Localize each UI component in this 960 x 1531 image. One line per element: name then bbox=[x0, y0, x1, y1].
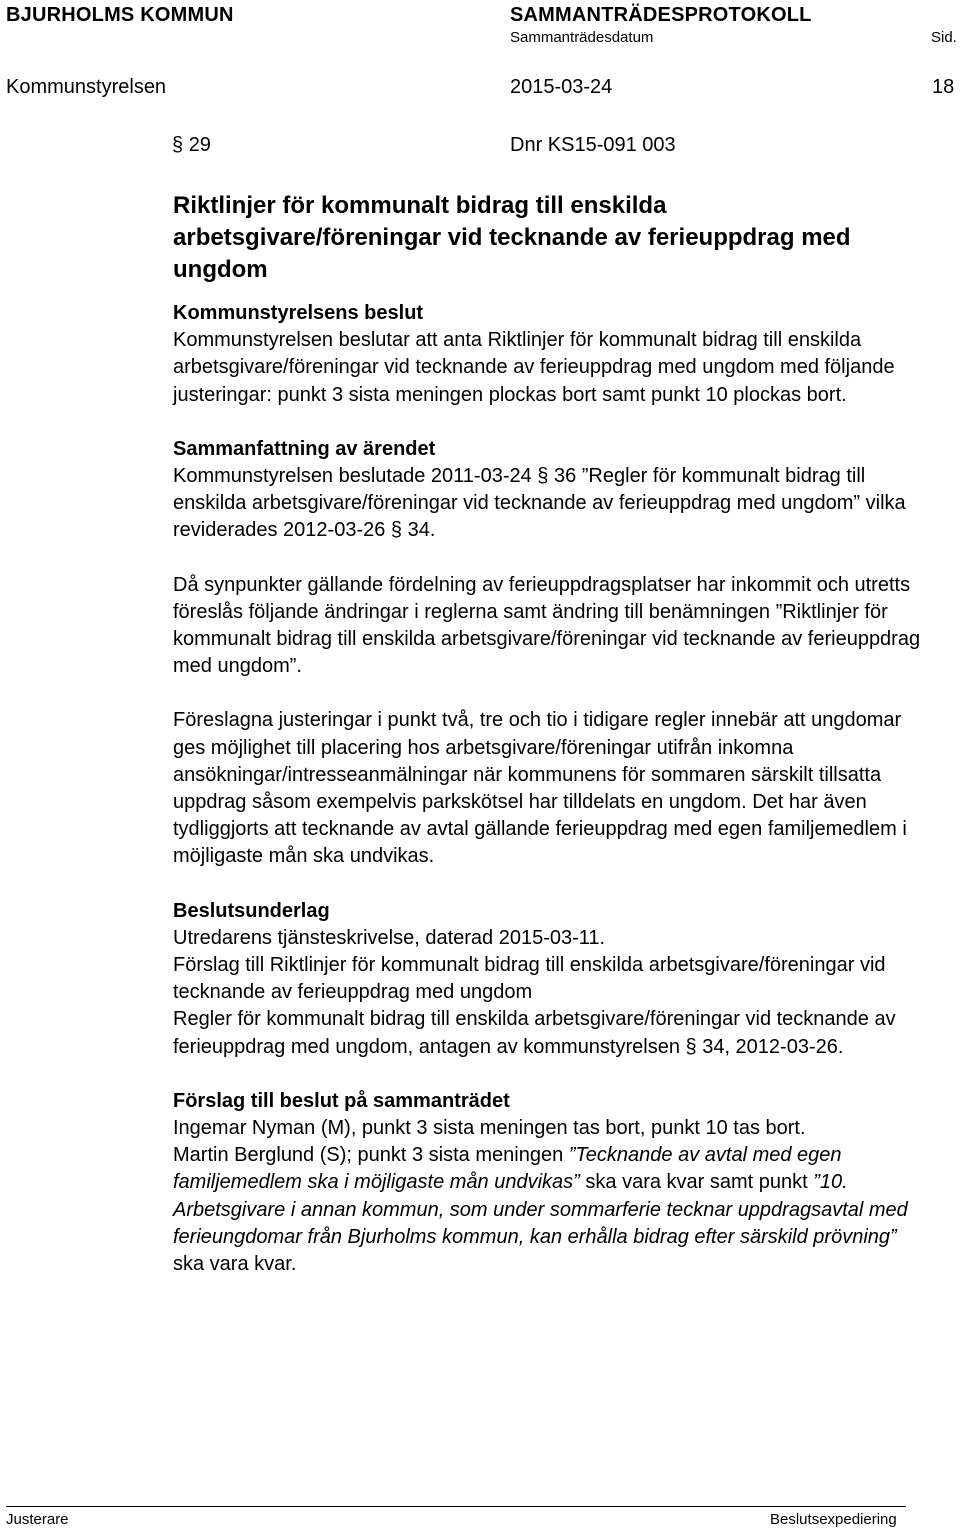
beslut-text: Kommunstyrelsen beslutar att anta Riktlinjer för kommunalt bidrag till enskilda arbetsgivare/föreningar vid tecknande av ferieuppdrag med ungdom med följande justeringar: punkt 3 sista meningen plockas bort samt punkt 10 plockas bort. bbox=[173, 329, 895, 406]
document-type: SAMMANTRÄDESPROTOKOLL bbox=[510, 4, 812, 26]
sammanfattning-paragraph-3: Föreslagna justeringar i punkt två, tre och tio i tidigare regler innebär att ungdomar ges möjlighet till placering hos arbetsgivare/föreningar utifrån inkomna ansökningar/intresseanmälningar när kommunens för sommaren särskilt tillsatta uppdrag såsom exempelvis parkskötsel har tilldelats en ungdom. Det har även tydliggjorts att tecknande av avtal gällande ferieuppdrag med egen familjemedlem i möjligaste mån ska undvikas. bbox=[173, 709, 907, 868]
forslag-text: ska vara kvar. bbox=[173, 1253, 297, 1276]
sammanfattning-paragraph-2: Då synpunkter gällande fördelning av ferieuppdragsplatser har inkommit och utretts föreslås följande ändringar i reglerna samt ändring till benämningen ”Riktlinjer för kommunalt bidrag till enskilda arbetsgivare/föreningar vid tecknande av ferieuppdrag med ungdom”. bbox=[173, 573, 921, 678]
forslag-paragraph-1: Ingemar Nyman (M), punkt 3 sista meningen tas bort, punkt 10 tas bort. bbox=[173, 1117, 806, 1140]
forslag-text: ska vara kvar samt punkt bbox=[579, 1171, 814, 1194]
forslag-heading: Förslag till beslut på sammanträdet bbox=[173, 1089, 510, 1112]
section-title: Riktlinjer för kommunalt bidrag till enskilda arbetsgivare/föreningar vid tecknande av ferieuppdrag med ungdom bbox=[173, 192, 851, 283]
meeting-body: Kommunstyrelsen bbox=[6, 76, 167, 98]
beslutsunderlag-item: Utredarens tjänsteskrivelse, daterad 2015-03-11. bbox=[173, 926, 606, 949]
forslag-text: Martin Berglund (S); punkt 3 sista meningen bbox=[173, 1144, 569, 1167]
page-label: Sid. bbox=[931, 29, 957, 46]
organization-name: BJURHOLMS KOMMUN bbox=[6, 4, 234, 26]
paragraph-number: § 29 bbox=[172, 134, 211, 156]
footer-beslutsexpediering: Beslutsexpediering bbox=[770, 1511, 897, 1528]
page-number: 18 bbox=[932, 76, 955, 98]
meeting-date: 2015-03-24 bbox=[510, 76, 613, 98]
sammanfattning-heading: Sammanfattning av ärendet bbox=[173, 437, 436, 460]
beslutsunderlag-heading: Beslutsunderlag bbox=[173, 899, 330, 922]
forslag-quote: ”Tecknande av avtal med egen familjemedlem ska i möjligaste mån undvikas” bbox=[173, 1144, 842, 1194]
beslut-heading: Kommunstyrelsens beslut bbox=[173, 302, 424, 324]
beslutsunderlag-item: Förslag till Riktlinjer för kommunalt bidrag till enskilda arbetsgivare/föreningar vid tecknande av ferieuppdrag med ungdom bbox=[173, 954, 886, 1004]
sammanfattning-paragraph-1: Kommunstyrelsen beslutade 2011-03-24 § 36 ”Regler för kommunalt bidrag till enskilda arbetsgivare/föreningar vid tecknande av ferieuppdrag med ungdom” vilka reviderades 2012-03-26 § 34. bbox=[173, 465, 906, 542]
footer-justerare: Justerare bbox=[6, 1511, 69, 1528]
footer-divider bbox=[6, 1506, 906, 1507]
diary-number: Dnr KS15-091 003 bbox=[510, 134, 676, 156]
date-label: Sammanträdesdatum bbox=[510, 29, 654, 46]
forslag-quote: ”10. Arbetsgivare i annan kommun, som under sommarferie tecknar uppdragsavtal med ferieungdomar från Bjurholms kommun, kan erhålla bidrag efter särskild prövning” bbox=[173, 1171, 908, 1248]
document-body bbox=[173, 190, 933, 1278]
paragraph-number-value: 29 bbox=[188, 134, 211, 156]
beslutsunderlag-item: Regler för kommunalt bidrag till enskilda arbetsgivare/föreningar vid tecknande av ferieuppdrag med ungdom, antagen av kommunstyrelsen § 34, 2012-03-26. bbox=[173, 1008, 896, 1058]
forslag-paragraph-2 bbox=[173, 1142, 933, 1278]
